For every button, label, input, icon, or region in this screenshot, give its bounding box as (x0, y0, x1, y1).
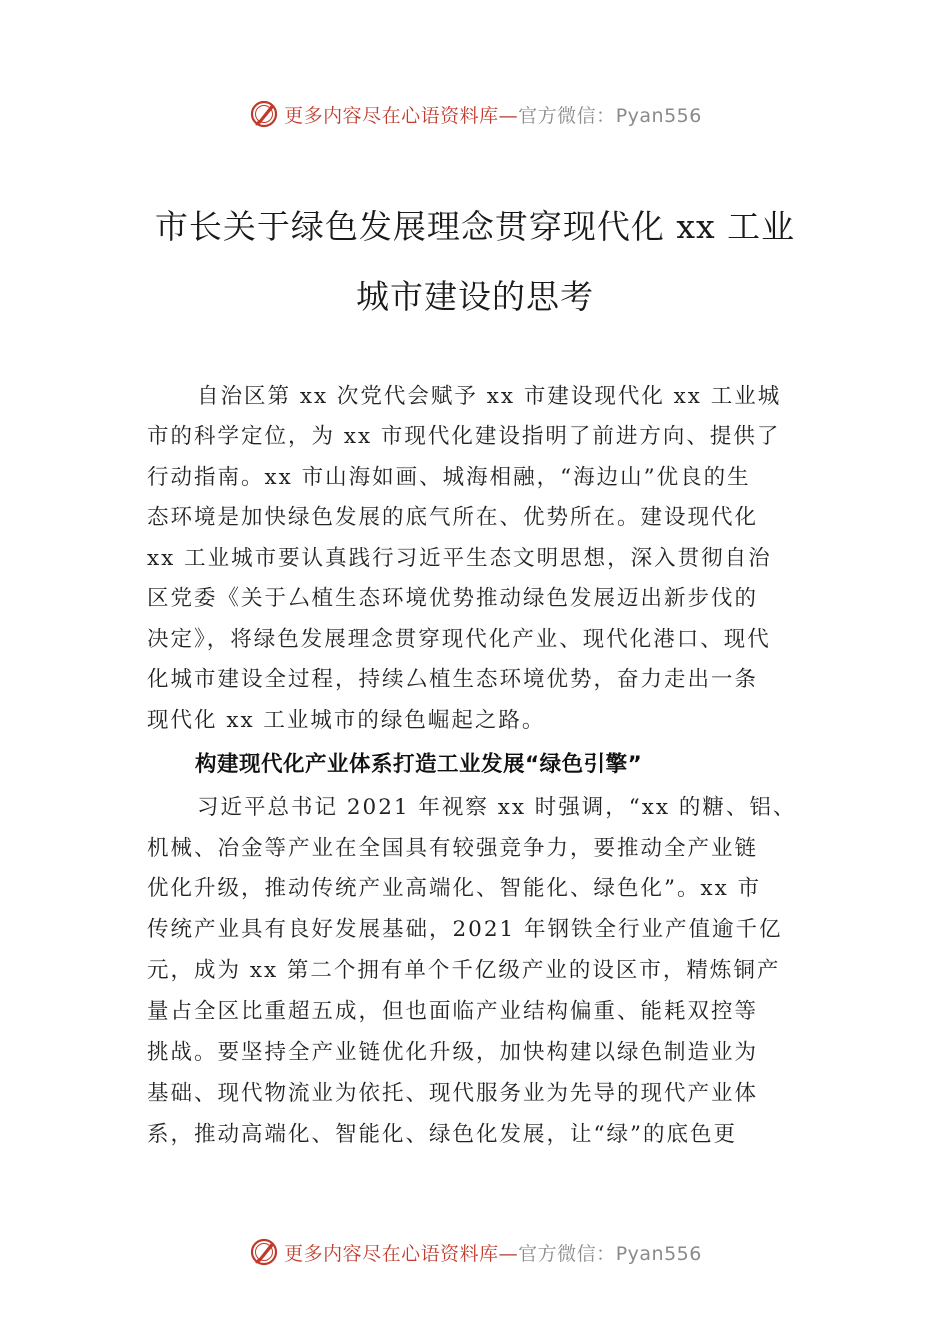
paragraph-line: 习近平总书记 2021 年视察 xx 时强调，“xx 的糖、铝、 (197, 795, 797, 820)
paragraph-line: 系，推动高端化、智能化、绿色化发展，让“绿”的底色更 (147, 1122, 737, 1147)
paragraph-line: 传统产业具有良好发展基础，2021 年钢铁全行业产值逾千亿 (147, 917, 783, 942)
paragraph-line: xx 工业城市要认真践行习近平生态文明思想，深入贯彻自治 (147, 546, 772, 571)
watermark-dash: — (498, 104, 519, 127)
paragraph-line: 区党委《关于⼛植生态环境优势推动绿色发展迈出新步伐的 (147, 586, 759, 611)
paragraph-line: 行动指南。xx 市山海如画、城海相融，“海边山”优良的生 (147, 465, 751, 490)
paragraph-line: 优化升级，推动传统产业高端化、智能化、绿色化”。xx 市 (147, 876, 762, 901)
watermark-dash: — (498, 1242, 519, 1265)
paragraph-line: 基础、现代物流业为依托、现代服务业为先导的现代产业体 (147, 1081, 759, 1106)
watermark-main: 更多内容尽在心语资料库 (284, 104, 499, 127)
watermark-wechat-label: 官方微信： (518, 104, 616, 127)
paragraph-industry (147, 788, 807, 1158)
paragraph-line: 元，成为 xx 第二个拥有单个千亿级产业的设区市，精炼铜产 (147, 958, 781, 983)
document-title-line-1: 市长关于绿色发展理念贯穿现代化 xx 工业 (154, 207, 796, 246)
quill-seal-icon (248, 1236, 280, 1268)
watermark-wechat-id: Pyan556 (615, 1242, 702, 1265)
paragraph-line: 挑战。要坚持全产业链优化升级，加快构建以绿色制造业为 (147, 1040, 759, 1065)
watermark-main: 更多内容尽在心语资料库 (284, 1242, 499, 1265)
document-title-line-2: 城市建设的思考 (356, 277, 594, 316)
quill-seal-icon (248, 98, 280, 130)
watermark-footer (0, 1232, 950, 1272)
paragraph-line: 量占全区比重超五成，但也面临产业结构偏重、能耗双控等 (147, 999, 759, 1024)
paragraph-line: 自治区第 xx 次党代会赋予 xx 市建设现代化 xx 工业城 (197, 384, 782, 409)
watermark-wechat-label: 官方微信： (518, 1242, 616, 1265)
paragraph-line: 市的科学定位，为 xx 市现代化建设指明了前进方向、提供了 (147, 424, 781, 449)
paragraph-line: 现代化 xx 工业城市的绿色崛起之路。 (147, 708, 546, 733)
paragraph-intro (147, 377, 807, 737)
paragraph-line: 态环境是加快绿色发展的底气所在、优势所在。建设现代化 (147, 505, 759, 530)
section-heading: 构建现代化产业体系打造工业发展“绿色引擎” (195, 752, 643, 777)
watermark-text (284, 1239, 702, 1266)
paragraph-line: 机械、冶金等产业在全国具有较强竞争力，要推动全产业链 (147, 836, 759, 861)
paragraph-line: 决定》，将绿色发展理念贯穿现代化产业、现代化港口、现代 (147, 627, 771, 652)
watermark-text (284, 101, 702, 128)
watermark-header (0, 94, 950, 134)
watermark-wechat-id: Pyan556 (615, 104, 702, 127)
paragraph-line: 化城市建设全过程，持续⼛植生态环境优势，奋力走出一条 (147, 667, 759, 692)
